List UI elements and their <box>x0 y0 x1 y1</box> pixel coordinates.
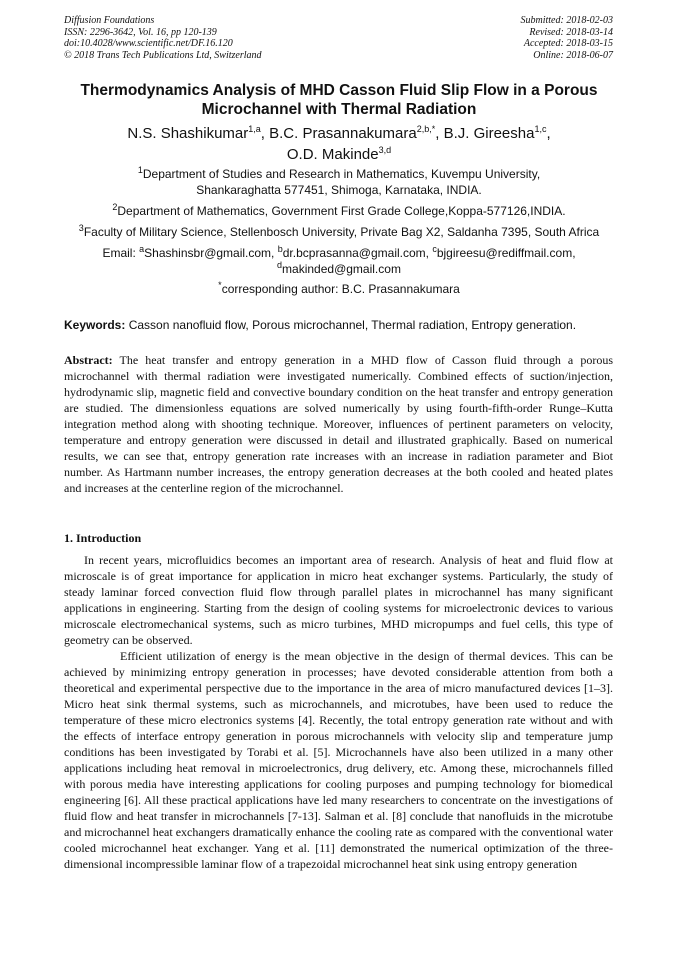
abstract-label: Abstract: <box>64 353 113 367</box>
author-list <box>40 123 638 165</box>
abstract <box>64 352 613 496</box>
online-date: Online: 2018-06-07 <box>533 49 613 61</box>
revised-date: Revised: 2018-03-14 <box>529 26 613 38</box>
title-line-2: Microchannel with Thermal Radiation <box>201 101 477 118</box>
submitted-date: Submitted: 2018-02-03 <box>520 15 613 26</box>
author-name: N.S. Shashikumar <box>127 125 249 142</box>
affiliation-text: Department of Studies and Research in Mathematics, Kuvempu University, <box>142 167 541 181</box>
abstract-text: The heat transfer and entropy generation in a MHD flow of Casson fluid through a porous microchannel with thermal radiation were investigated numerically. Combined effects of suction/injection, hydrodynamic slip, magnetic field and convective boundary condition on the heat transfer and entropy generation are studied. The dimensionless equations are solved numerically by using fourth-fifth-order Runge–Kutta integration method along with shooting technique. Moreover, influences of pertinent parameters on velocity, temperature and entropy generation were discussed in detail and illustrated graphically. Based on numerical results, we can see that, entropy generation rate increases with an increase in radiation parameter and Biot number. As Hartmann number increases, the entropy generation decreases at the both cooled and heated plates and increases at the centerline region of the microchannel. <box>64 353 613 495</box>
keywords-label: Keywords: <box>64 318 126 332</box>
author-name: B.C. Prasannakumara <box>269 125 417 142</box>
journal-name: Diffusion Foundations <box>64 15 155 26</box>
affiliation-text: Faculty of Military Science, Stellenbosch University, Private Bag X2, Saldanha 7395, South Africa <box>83 225 600 239</box>
email-address[interactable]: bjgireesu@rediffmail.com, <box>436 246 576 260</box>
email-line-2 <box>30 261 648 277</box>
intro-paragraph-1: In recent years, microfluidics becomes an important area of research. Analysis of heat and fluid flow at microscale is of great importance for application in micro heat exchanger systems. Particularly, the study of steady laminar forced convection fluid flow through parallel plates in microchannel has many significant applications in engineering. Starting from the design of cooling systems for microelectronic devices to various microscale electromechanical systems, such as micro turbines, MHD micropumps and fuel cells, this type of geometry can be observed. <box>64 553 613 647</box>
author-separator: , <box>260 125 270 142</box>
author-line-2 <box>40 144 638 165</box>
intro-paragraph-2: Efficient utilization of energy is the mean objective in the design of thermal devices. This can be achieved by minimizing entropy generation in processes; have devoted considerable attention from both a theoretical and experimental perspective due to the importance in the area of micro manufactured devices [1–3]. Micro heat sink thermal systems, such as microchannels, and microtubes, have been used to reduce the temperature of these micro electronics systems [4]. Recently, the total entropy generation rate without and with the effects of interface entropy generation in porous microchannels with velocity slip and temperature jump conditions has been investigated by Torabi et al. [5]. Microchannels have also been utilized in a many other applications including heat removal in microelectronics, drug delivery, etc. Among these, microchannels filled with porous media have interesting applications for cooling purposes and pumping technology for biomedical engineering [6]. All these practical applications have led many researchers to concentrate on the investigations of fluid flow and heat transfer in microchannels [7-13]. Salman et al. [8] conclude that nanofluids in the microtube and microchannel heat exchangers dramatically enhance the cooling rate as compared with the conventional water cooled microchannel heat exchanger. Yang et al. [11] demonstrated the numerical optimization of the three-dimensional incompressible laminar flow of a trapezoidal microchannel heat sink using entropy generation <box>64 649 613 871</box>
author-superscript: 2,b,* <box>416 124 436 134</box>
email-marker: b <box>277 244 283 254</box>
affiliation-marker: 2 <box>112 202 118 212</box>
author-name: O.D. Makinde <box>286 146 379 163</box>
doi-line: doi:10.4028/www.scientific.net/DF.16.120 <box>64 38 233 49</box>
affiliation-2 <box>30 203 648 219</box>
copyright-line: © 2018 Trans Tech Publications Ltd, Switzerland <box>64 49 262 61</box>
email-address[interactable]: makinded@gmail.com <box>282 262 401 276</box>
email-block <box>30 245 648 277</box>
affiliation-1-line-2: Shankaraghatta 577451, Shimoga, Karnataka, INDIA. <box>196 183 482 197</box>
author-name: B.J. Gireesha <box>443 125 535 142</box>
email-marker: d <box>277 260 283 270</box>
journal-header-left <box>64 15 262 61</box>
paper-title <box>40 81 638 119</box>
corresponding-marker: * <box>218 280 222 290</box>
affiliation-3 <box>30 224 648 240</box>
author-line-1 <box>40 123 638 144</box>
section-heading-introduction: 1. Introduction <box>64 531 142 545</box>
author-superscript: 3,d <box>378 145 392 155</box>
title-line-1: Thermodynamics Analysis of MHD Casson Fluid Slip Flow in a Porous <box>80 82 598 99</box>
author-superscript: 1,c <box>534 124 547 134</box>
keywords <box>64 317 616 333</box>
accepted-date: Accepted: 2018-03-15 <box>523 38 613 49</box>
email-marker: a <box>139 244 145 254</box>
email-line-1 <box>30 245 648 261</box>
journal-header-right <box>521 15 614 61</box>
issn-line: ISSN: 2296-3642, Vol. 16, pp 120-139 <box>64 26 217 38</box>
affiliation-1-line-1 <box>30 166 648 182</box>
email-address[interactable]: Shashinsbr@gmail.com, <box>144 246 278 260</box>
corresponding-text: corresponding author: B.C. Prasannakumara <box>221 282 460 296</box>
keywords-text: Casson nanofluid flow, Porous microchannel, Thermal radiation, Entropy generation. <box>125 318 577 332</box>
corresponding-author <box>30 281 648 297</box>
author-separator: , <box>546 125 551 142</box>
affiliation-1 <box>30 166 648 198</box>
author-superscript: 1,a <box>248 124 261 134</box>
email-label: Email: <box>102 246 140 260</box>
email-address[interactable]: dr.bcprasanna@gmail.com, <box>282 246 433 260</box>
email-marker: c <box>432 244 437 254</box>
affiliation-text: Department of Mathematics, Government First Grade College,Koppa-577126,INDIA. <box>117 204 566 218</box>
affiliation-marker: 3 <box>78 223 84 233</box>
author-separator: , <box>435 125 444 142</box>
affiliation-marker: 1 <box>137 165 143 175</box>
